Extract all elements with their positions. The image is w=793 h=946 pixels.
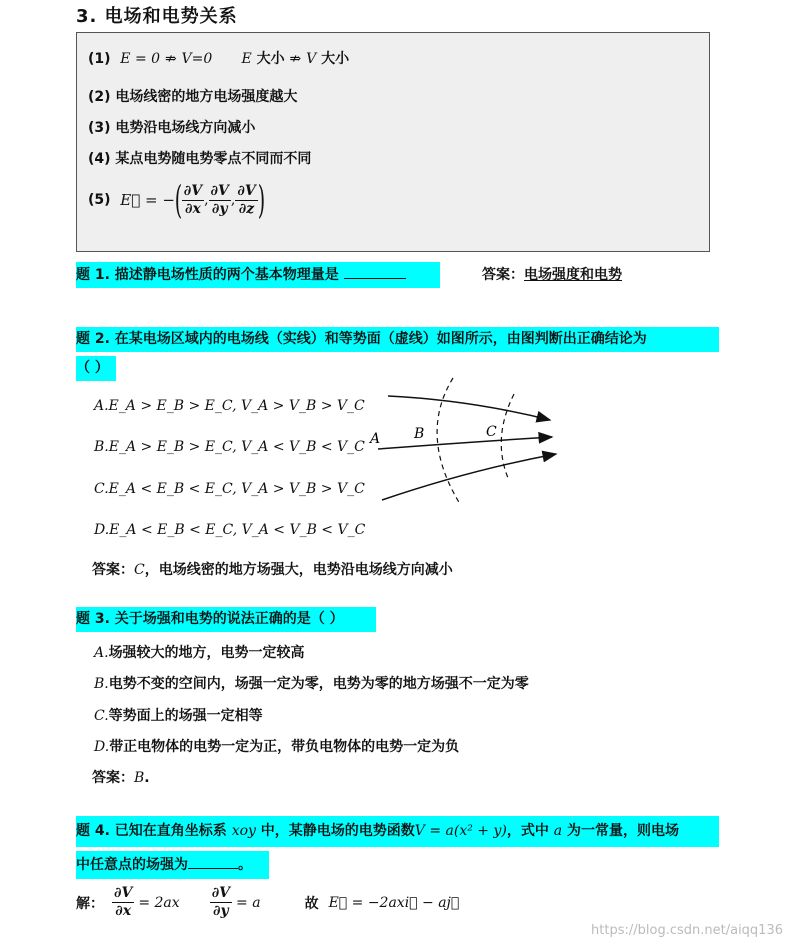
q2-answer-label: 答案：: [92, 562, 134, 578]
field-line-middle: [378, 437, 552, 449]
box-item-5: [88, 180, 265, 220]
sol-frac-2-num: ∂V: [211, 885, 231, 901]
q3-answer: [92, 767, 150, 787]
item-1-neq-1: ⇏: [164, 51, 177, 67]
box-item-1: [88, 48, 349, 68]
item-5-rparen: ): [257, 178, 265, 222]
q3-answer-letter: B: [134, 770, 145, 786]
q3-option-d: [94, 736, 459, 756]
q4-result: E⃗ = −2axi⃗ − aj⃗: [328, 894, 460, 911]
q4-l1a: 题 4. 已知在直角坐标系: [76, 823, 227, 839]
item-5-lparen: (: [174, 178, 183, 222]
q2-option-b: [94, 439, 365, 455]
item-1-big-2: 大小: [321, 51, 350, 67]
q4-line-2: [76, 851, 269, 879]
q2-option-d-text: D.E_A < E_B < E_C, V_A < V_B < V_C: [94, 522, 366, 538]
item-1-num: (1): [88, 51, 111, 67]
item-5-frac-x: [182, 183, 204, 218]
q3-answer-end: .: [144, 770, 150, 786]
q4-l2: 中任意点的场强为: [76, 857, 188, 873]
q4-l1c: 中，某静电场的电势函数: [260, 823, 415, 839]
q3-option-b-letter: B.: [94, 676, 109, 692]
q4-l1e: ，式中: [506, 823, 549, 839]
q3-label: 题 3. 关于场强和电势的说法正确的是（ ）: [76, 607, 376, 632]
q3-option-d-text: 带正电物体的电势一定为正，带负电物体的电势一定为负: [109, 739, 460, 755]
section-title: 3. 电场和电势关系: [76, 6, 238, 27]
q4-l2-end: 。: [238, 857, 252, 873]
q3-option-c-letter: C.: [94, 708, 109, 724]
equipotential-left: [437, 378, 460, 504]
item-5-frac-z: [235, 183, 257, 218]
frac-x-num: ∂V: [183, 182, 203, 199]
item-1-expr-2: V=0: [181, 51, 213, 67]
sol-frac-2: [210, 885, 232, 920]
q3-option-b: [94, 673, 529, 693]
q4-sol-label: 解：: [76, 895, 104, 912]
q4-l1d: V = a(x² + y): [414, 823, 507, 839]
q1-label-text: 题 1. 描述静电场性质的两个基本物理量是: [76, 267, 339, 283]
item-1-E: E: [241, 51, 252, 67]
label-c: C: [486, 424, 497, 440]
frac-y-den: ∂y: [211, 200, 228, 217]
q4-l1g: 为一常量，则电场: [566, 823, 679, 839]
q2-answer-text: ，电场线密的地方场强大，电势沿电场线方向减小: [144, 562, 453, 578]
box-item-2: (2) 电场线密的地方电场强度越大: [88, 89, 298, 105]
comma-2: ,: [230, 192, 236, 208]
q3-option-a-letter: A.: [94, 645, 109, 661]
frac-x-den: ∂x: [185, 200, 201, 217]
field-line-bottom: [382, 454, 556, 500]
item-5-lhs: E⃗ = −: [120, 191, 175, 209]
q3-option-b-text: 电势不变的空间内，场强一定为零，电势为零的地方场强不一定为零: [108, 676, 529, 692]
q4-blank: [188, 854, 238, 869]
q1-label: [76, 262, 440, 288]
item-5-num: (5): [88, 192, 111, 208]
item-5-frac-y: [209, 183, 231, 218]
field-diagram: [360, 370, 570, 510]
frac-z-den: ∂z: [238, 200, 255, 217]
q2-answer: [92, 559, 453, 579]
q4-line-1: [76, 816, 719, 847]
box-item-3: (3) 电势沿电场线方向减小: [88, 120, 256, 136]
q3-option-a: [94, 642, 305, 662]
label-b: B: [414, 426, 425, 442]
q2-option-c: [94, 481, 365, 497]
sol-frac-1-rhs: = 2ax: [138, 894, 180, 911]
q4-so: 故: [304, 895, 319, 912]
item-1-expr-1: E = 0: [120, 51, 161, 67]
q2-line-2: （ ）: [76, 356, 116, 381]
label-a: A: [370, 431, 381, 447]
q2-option-d: [94, 522, 365, 538]
sol-frac-1: [112, 885, 134, 920]
q2-option-c-text: C.E_A < E_B < E_C, V_A > V_B > V_C: [94, 481, 365, 497]
item-1-V: V: [306, 51, 317, 67]
box-item-4: (4) 某点电势随电势零点不同而不同: [88, 151, 312, 167]
item-1-neq-2: ⇏: [289, 51, 302, 67]
sol-frac-2-rhs: = a: [236, 894, 261, 911]
q1-answer-label: 答案：: [482, 267, 524, 283]
frac-y-num: ∂V: [210, 182, 229, 199]
frac-z-num: ∂V: [237, 182, 256, 199]
q3-option-c-text: 等势面上的场强一定相等: [108, 708, 263, 724]
watermark: https://blog.csdn.net/aiqq136: [591, 923, 783, 938]
q2-answer-letter: C: [134, 562, 145, 578]
item-1-big-1: 大小: [256, 51, 285, 67]
q2-option-b-text: B.E_A > E_B > E_C, V_A < V_B < V_C: [94, 439, 365, 455]
q2-option-a-text: A.E_A > E_B > E_C, V_A > V_B > V_C: [94, 398, 365, 414]
q3-option-c: [94, 705, 263, 725]
sol-frac-1-num: ∂V: [114, 885, 133, 901]
q4-l1f: a: [553, 823, 563, 839]
q3-answer-label: 答案：: [92, 770, 134, 786]
q4-l1b: xoy: [231, 823, 256, 839]
field-line-top: [388, 396, 550, 420]
comma-1: ,: [204, 192, 209, 208]
q2-line-1: 题 2. 在某电场区域内的电场线（实线）和等势面（虚线）如图所示，由图判断出正确结论为: [76, 327, 719, 352]
sol-frac-1-den: ∂x: [115, 903, 132, 919]
sol-frac-2-den: ∂y: [213, 903, 229, 919]
q3-option-d-letter: D.: [94, 739, 110, 755]
q3-option-a-text: 场强较大的地方，电势一定较高: [108, 645, 305, 661]
q1-answer: [482, 262, 622, 288]
q4-solution: [76, 885, 459, 920]
q1-answer-text: 电场强度和电势: [524, 267, 622, 283]
q2-option-a: [94, 398, 365, 414]
q1-blank: [344, 264, 406, 279]
